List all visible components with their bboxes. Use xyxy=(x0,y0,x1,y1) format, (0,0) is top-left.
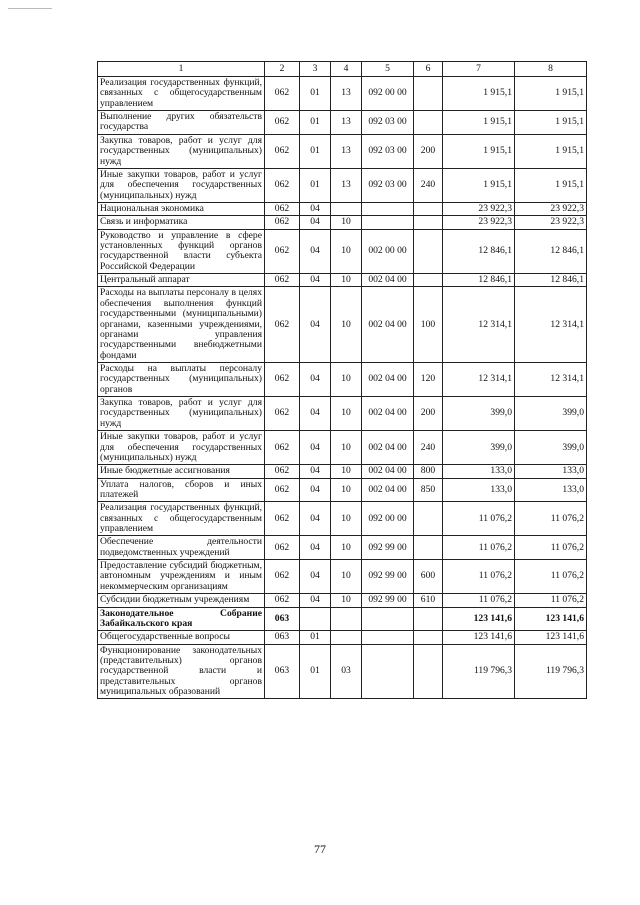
target-article-cell: 002 04 00 xyxy=(362,465,414,478)
target-article-cell: 092 99 00 xyxy=(362,560,414,594)
amount-total-cell: 399,0 xyxy=(515,397,587,431)
subsection-cell: 10 xyxy=(331,594,362,607)
table-row xyxy=(98,362,587,396)
expense-type-cell xyxy=(414,631,443,644)
target-article-cell xyxy=(362,644,414,699)
amount-total-cell: 1 915,1 xyxy=(515,111,587,135)
page-number: 77 xyxy=(314,842,326,856)
section-cell: 04 xyxy=(300,397,331,431)
name-cell: Предоставление субсидий бюджетным, автономным учреждениям и иным некоммерческим организациям xyxy=(98,560,265,594)
expense-type-cell xyxy=(414,502,443,536)
code-admin-cell: 062 xyxy=(265,168,300,202)
name-cell: Связь и информатика xyxy=(98,216,265,229)
name-cell: Закупка товаров, работ и услуг для государственных (муниципальных) нужд xyxy=(98,134,265,168)
expense-type-cell: 610 xyxy=(414,594,443,607)
amount-cell: 399,0 xyxy=(443,397,515,431)
subsection-cell: 10 xyxy=(331,536,362,560)
code-admin-cell: 062 xyxy=(265,111,300,135)
amount-total-cell: 1 915,1 xyxy=(515,77,587,111)
name-cell: Реализация государственных функций, связанных с общегосударственным управлением xyxy=(98,77,265,111)
subsection-cell: 13 xyxy=(331,77,362,111)
target-article-cell: 092 00 00 xyxy=(362,502,414,536)
table-row xyxy=(98,168,587,202)
amount-cell: 11 076,2 xyxy=(443,536,515,560)
section-cell: 04 xyxy=(300,274,331,287)
code-admin-cell: 062 xyxy=(265,560,300,594)
expense-type-cell: 120 xyxy=(414,362,443,396)
code-admin-cell: 062 xyxy=(265,274,300,287)
name-cell: Функционирование законодательных (представительных) органов государственной власти и представительных органов муниципальных образований xyxy=(98,644,265,699)
table-row xyxy=(98,536,587,560)
subsection-cell: 10 xyxy=(331,465,362,478)
expense-type-cell: 200 xyxy=(414,397,443,431)
target-article-cell xyxy=(362,607,414,631)
expense-type-cell xyxy=(414,111,443,135)
header-cell-8: 8 xyxy=(515,62,587,77)
section-cell: 04 xyxy=(300,560,331,594)
section-cell: 04 xyxy=(300,478,331,502)
expense-type-cell: 240 xyxy=(414,168,443,202)
amount-total-cell: 123 141,6 xyxy=(515,607,587,631)
code-admin-cell: 062 xyxy=(265,536,300,560)
header-cell-7: 7 xyxy=(443,62,515,77)
amount-total-cell: 11 076,2 xyxy=(515,594,587,607)
table-row xyxy=(98,502,587,536)
table-row xyxy=(98,465,587,478)
code-admin-cell: 062 xyxy=(265,134,300,168)
amount-total-cell: 133,0 xyxy=(515,465,587,478)
subsection-cell: 13 xyxy=(331,111,362,135)
target-article-cell xyxy=(362,216,414,229)
target-article-cell xyxy=(362,202,414,215)
name-cell: Центральный аппарат xyxy=(98,274,265,287)
table-row xyxy=(98,134,587,168)
code-admin-cell: 062 xyxy=(265,397,300,431)
name-cell: Реализация государственных функций, связанных с общегосударственным управлением xyxy=(98,502,265,536)
budget-table xyxy=(97,61,587,699)
amount-cell: 11 076,2 xyxy=(443,502,515,536)
target-article-cell: 092 03 00 xyxy=(362,134,414,168)
amount-total-cell: 11 076,2 xyxy=(515,502,587,536)
section-cell: 04 xyxy=(300,594,331,607)
subsection-cell: 10 xyxy=(331,274,362,287)
header-cell-3: 3 xyxy=(300,62,331,77)
subsection-cell: 10 xyxy=(331,397,362,431)
amount-total-cell: 123 141,6 xyxy=(515,631,587,644)
section-cell: 04 xyxy=(300,229,331,273)
amount-cell: 1 915,1 xyxy=(443,111,515,135)
amount-cell: 12 846,1 xyxy=(443,274,515,287)
code-admin-cell: 063 xyxy=(265,631,300,644)
name-cell: Законодательное Собрание Забайкальского края xyxy=(98,607,265,631)
subsection-cell: 10 xyxy=(331,431,362,465)
code-admin-cell: 062 xyxy=(265,229,300,273)
subsection-cell: 10 xyxy=(331,229,362,273)
amount-total-cell: 1 915,1 xyxy=(515,168,587,202)
target-article-cell: 092 03 00 xyxy=(362,168,414,202)
subsection-cell xyxy=(331,202,362,215)
code-admin-cell: 062 xyxy=(265,362,300,396)
table-row xyxy=(98,287,587,363)
amount-cell: 11 076,2 xyxy=(443,594,515,607)
amount-total-cell: 12 846,1 xyxy=(515,274,587,287)
amount-cell: 1 915,1 xyxy=(443,77,515,111)
target-article-cell: 092 99 00 xyxy=(362,536,414,560)
section-cell: 01 xyxy=(300,77,331,111)
target-article-cell: 002 04 00 xyxy=(362,362,414,396)
target-article-cell xyxy=(362,631,414,644)
target-article-cell: 092 00 00 xyxy=(362,77,414,111)
code-admin-cell: 062 xyxy=(265,202,300,215)
amount-cell: 123 141,6 xyxy=(443,607,515,631)
expense-type-cell xyxy=(414,536,443,560)
section-cell xyxy=(300,607,331,631)
name-cell: Расходы на выплаты персоналу в целях обеспечения выполнения функций государственными (муниципальными) органами, казенными учреждениями, органами управления государственными внебюджетными фондами xyxy=(98,287,265,363)
name-cell: Иные закупки товаров, работ и услуг для обеспечения государственных (муниципальных) нужд xyxy=(98,168,265,202)
expense-type-cell xyxy=(414,216,443,229)
amount-total-cell: 23 922,3 xyxy=(515,202,587,215)
table-row xyxy=(98,644,587,699)
amount-total-cell: 12 314,1 xyxy=(515,287,587,363)
header-cell-1: 1 xyxy=(98,62,265,77)
section-cell: 04 xyxy=(300,362,331,396)
section-cell: 04 xyxy=(300,465,331,478)
section-cell: 01 xyxy=(300,168,331,202)
name-cell: Выполнение других обязательств государства xyxy=(98,111,265,135)
amount-cell: 123 141,6 xyxy=(443,631,515,644)
subsection-cell: 10 xyxy=(331,362,362,396)
subsection-cell: 03 xyxy=(331,644,362,699)
subsection-cell: 10 xyxy=(331,216,362,229)
name-cell: Иные закупки товаров, работ и услуг для обеспечения государственных (муниципальных) нужд xyxy=(98,431,265,465)
table-row xyxy=(98,607,587,631)
section-cell: 01 xyxy=(300,631,331,644)
subsection-cell: 13 xyxy=(331,134,362,168)
code-admin-cell: 062 xyxy=(265,431,300,465)
name-cell: Расходы на выплаты персоналу государственных (муниципальных) органов xyxy=(98,362,265,396)
expense-type-cell: 800 xyxy=(414,465,443,478)
expense-type-cell xyxy=(414,202,443,215)
name-cell: Субсидии бюджетным учреждениям xyxy=(98,594,265,607)
expense-type-cell: 200 xyxy=(414,134,443,168)
table-row xyxy=(98,202,587,215)
code-admin-cell: 062 xyxy=(265,502,300,536)
expense-type-cell: 850 xyxy=(414,478,443,502)
name-cell: Уплата налогов, сборов и иных платежей xyxy=(98,478,265,502)
header-cell-5: 5 xyxy=(362,62,414,77)
amount-total-cell: 133,0 xyxy=(515,478,587,502)
amount-cell: 1 915,1 xyxy=(443,134,515,168)
amount-total-cell: 11 076,2 xyxy=(515,560,587,594)
table-row xyxy=(98,478,587,502)
table-row xyxy=(98,631,587,644)
section-cell: 04 xyxy=(300,216,331,229)
name-cell: Закупка товаров, работ и услуг для государственных (муниципальных) нужд xyxy=(98,397,265,431)
amount-cell: 1 915,1 xyxy=(443,168,515,202)
section-cell: 04 xyxy=(300,202,331,215)
expense-type-cell: 600 xyxy=(414,560,443,594)
section-cell: 01 xyxy=(300,644,331,699)
code-admin-cell: 062 xyxy=(265,287,300,363)
code-admin-cell: 063 xyxy=(265,644,300,699)
target-article-cell: 002 04 00 xyxy=(362,397,414,431)
expense-type-cell xyxy=(414,274,443,287)
expense-type-cell: 100 xyxy=(414,287,443,363)
section-cell: 04 xyxy=(300,287,331,363)
subsection-cell: 13 xyxy=(331,168,362,202)
corner-mark xyxy=(8,8,52,9)
name-cell: Национальная экономика xyxy=(98,202,265,215)
amount-cell: 12 314,1 xyxy=(443,362,515,396)
expense-type-cell xyxy=(414,644,443,699)
code-admin-cell: 062 xyxy=(265,478,300,502)
table-row xyxy=(98,274,587,287)
code-admin-cell: 062 xyxy=(265,594,300,607)
amount-total-cell: 119 796,3 xyxy=(515,644,587,699)
code-admin-cell: 062 xyxy=(265,77,300,111)
target-article-cell: 002 00 00 xyxy=(362,229,414,273)
amount-total-cell: 1 915,1 xyxy=(515,134,587,168)
table-row xyxy=(98,560,587,594)
amount-total-cell: 12 314,1 xyxy=(515,362,587,396)
section-cell: 01 xyxy=(300,134,331,168)
amount-cell: 11 076,2 xyxy=(443,560,515,594)
table-row xyxy=(98,111,587,135)
subsection-cell: 10 xyxy=(331,478,362,502)
target-article-cell: 002 04 00 xyxy=(362,287,414,363)
section-cell: 04 xyxy=(300,431,331,465)
subsection-cell xyxy=(331,607,362,631)
expense-type-cell xyxy=(414,229,443,273)
code-admin-cell: 063 xyxy=(265,607,300,631)
table-row xyxy=(98,229,587,273)
section-cell: 04 xyxy=(300,502,331,536)
name-cell: Иные бюджетные ассигнования xyxy=(98,465,265,478)
name-cell: Обеспечение деятельности подведомственных учреждений xyxy=(98,536,265,560)
name-cell: Руководство и управление в сфере установленных функций органов государственной власти субъекта Российской Федерации xyxy=(98,229,265,273)
target-article-cell: 092 03 00 xyxy=(362,111,414,135)
subsection-cell: 10 xyxy=(331,560,362,594)
amount-cell: 23 922,3 xyxy=(443,202,515,215)
amount-total-cell: 12 846,1 xyxy=(515,229,587,273)
header-cell-6: 6 xyxy=(414,62,443,77)
section-cell: 04 xyxy=(300,536,331,560)
section-cell: 01 xyxy=(300,111,331,135)
target-article-cell: 002 04 00 xyxy=(362,274,414,287)
expense-type-cell xyxy=(414,607,443,631)
table-header-row xyxy=(98,62,587,77)
amount-cell: 23 922,3 xyxy=(443,216,515,229)
target-article-cell: 002 04 00 xyxy=(362,431,414,465)
table-row xyxy=(98,77,587,111)
header-cell-4: 4 xyxy=(331,62,362,77)
amount-cell: 12 314,1 xyxy=(443,287,515,363)
amount-cell: 119 796,3 xyxy=(443,644,515,699)
table-row xyxy=(98,431,587,465)
expense-type-cell xyxy=(414,77,443,111)
amount-total-cell: 399,0 xyxy=(515,431,587,465)
table-row xyxy=(98,397,587,431)
subsection-cell: 10 xyxy=(331,502,362,536)
name-cell: Общегосударственные вопросы xyxy=(98,631,265,644)
amount-total-cell: 11 076,2 xyxy=(515,536,587,560)
subsection-cell: 10 xyxy=(331,287,362,363)
table-row xyxy=(98,594,587,607)
code-admin-cell: 062 xyxy=(265,465,300,478)
expense-type-cell: 240 xyxy=(414,431,443,465)
amount-cell: 133,0 xyxy=(443,478,515,502)
amount-total-cell: 23 922,3 xyxy=(515,216,587,229)
table-body xyxy=(98,62,587,699)
amount-cell: 12 846,1 xyxy=(443,229,515,273)
target-article-cell: 092 99 00 xyxy=(362,594,414,607)
subsection-cell xyxy=(331,631,362,644)
code-admin-cell: 062 xyxy=(265,216,300,229)
header-cell-2: 2 xyxy=(265,62,300,77)
amount-cell: 133,0 xyxy=(443,465,515,478)
amount-cell: 399,0 xyxy=(443,431,515,465)
table-row xyxy=(98,216,587,229)
target-article-cell: 002 04 00 xyxy=(362,478,414,502)
